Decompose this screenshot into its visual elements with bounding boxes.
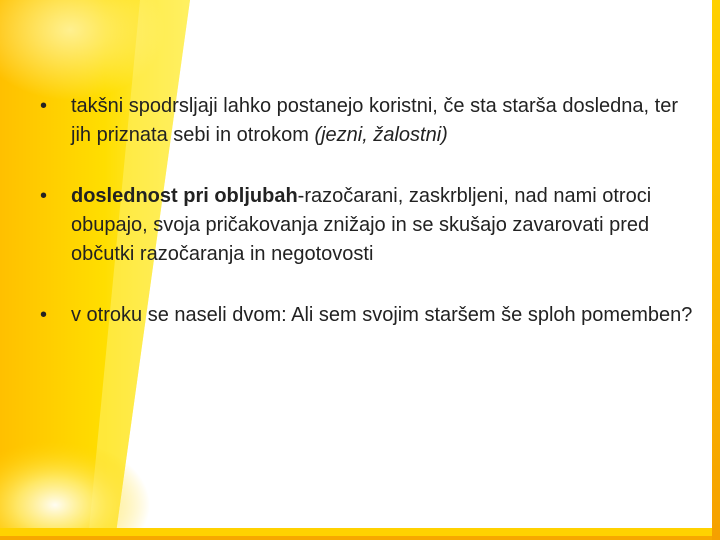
bottom-glow <box>0 440 150 540</box>
bullet-item-3 <box>40 301 700 330</box>
bullet-2-text: -razočarani, zaskrbljeni, nad nami otroci obupajo, svoja pričakovanja znižajo in se skušajo zavarovati pred občutki razočaranja in negotovosti <box>71 185 652 265</box>
bullet-2-bold-text: doslednost pri obljubah <box>71 185 298 207</box>
bullet-dot: • <box>40 95 48 117</box>
bullet-item-1 <box>40 92 700 150</box>
bullet-item-2 <box>40 182 700 269</box>
bullet-dot: • <box>40 185 48 207</box>
right-orange-stripe <box>712 0 720 540</box>
bottom-orange-line <box>0 536 720 540</box>
bullet-1-text: takšni spodrsljaji lahko postanejo koristni, če sta starša dosledna, ter jih priznata sebi in otrokom <box>71 95 678 146</box>
bullet-3-text: v otroku se naseli dvom: Ali sem svojim staršem še sploh pomemben? <box>71 304 693 326</box>
bullet-list <box>40 92 700 330</box>
bullet-dot: • <box>40 304 48 326</box>
bullet-1-italic-text: (jezni, žalostni) <box>314 124 448 146</box>
